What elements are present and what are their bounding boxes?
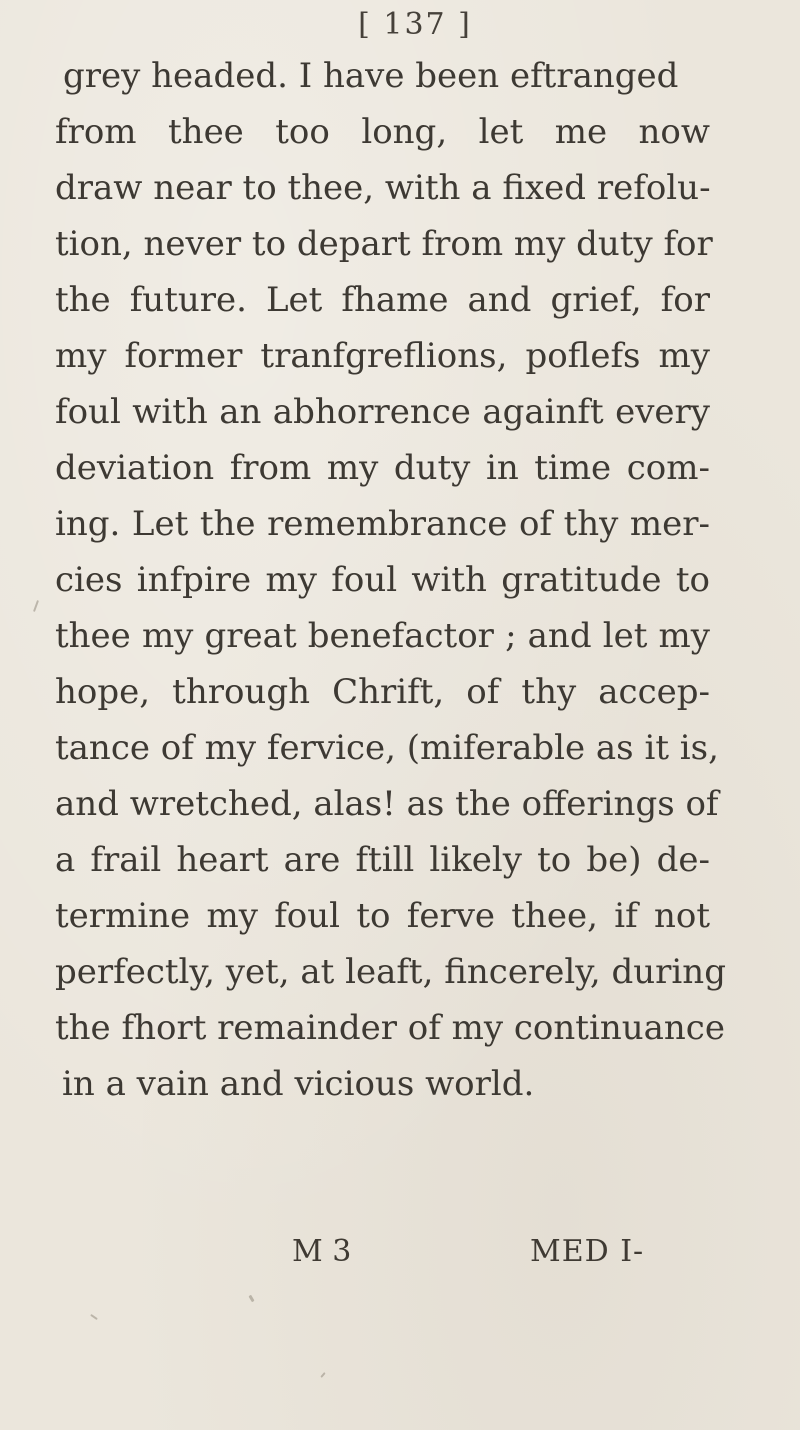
text-line: draw near to thee, with a fixed refolu- — [55, 168, 711, 208]
catchword: MED I- — [530, 1234, 645, 1269]
text-line: ing. Let the remembrance of thy mer- — [55, 504, 710, 544]
text-line: in a vain and vicious world. — [62, 1064, 535, 1104]
text-line: perfectly, yet, at leaft, fincerely, during — [55, 952, 726, 992]
signature-mark: M 3 — [292, 1234, 352, 1269]
text-line: from thee too long, let me now — [55, 112, 710, 152]
paper-speck — [90, 1314, 98, 1320]
text-line: foul with an abhorrence againft every — [55, 392, 710, 432]
page-number: [ 137 ] — [358, 7, 472, 42]
text-line: the future. Let fhame and grief, for — [55, 280, 710, 320]
text-line: the fhort remainder of my continuance — [55, 1008, 725, 1048]
paper-speck — [320, 1372, 325, 1378]
text-line: hope, through Chrift, of thy accep- — [55, 672, 710, 712]
page-footer — [0, 1222, 800, 1282]
paper-speck — [248, 1295, 254, 1303]
text-line: and wretched, alas! as the offerings of — [55, 784, 719, 824]
text-line: tance of my fervice, (miferable as it is, — [55, 728, 719, 768]
text-line: my former tranfgreflions, poflefs my — [55, 336, 710, 376]
text-line: deviation from my duty in time com- — [55, 448, 710, 488]
text-line: thee my great benefactor ; and let my — [55, 616, 710, 656]
text-line: termine my foul to ferve thee, if not — [55, 896, 710, 936]
text-line: tion, never to depart from my duty for — [55, 224, 713, 264]
text-line: grey headed. I have been eftranged — [63, 56, 679, 96]
text-line: a frail heart are ftill likely to be) de- — [55, 840, 710, 880]
text-line: cies infpire my foul with gratitude to — [55, 560, 710, 600]
paper-speck — [33, 600, 39, 612]
